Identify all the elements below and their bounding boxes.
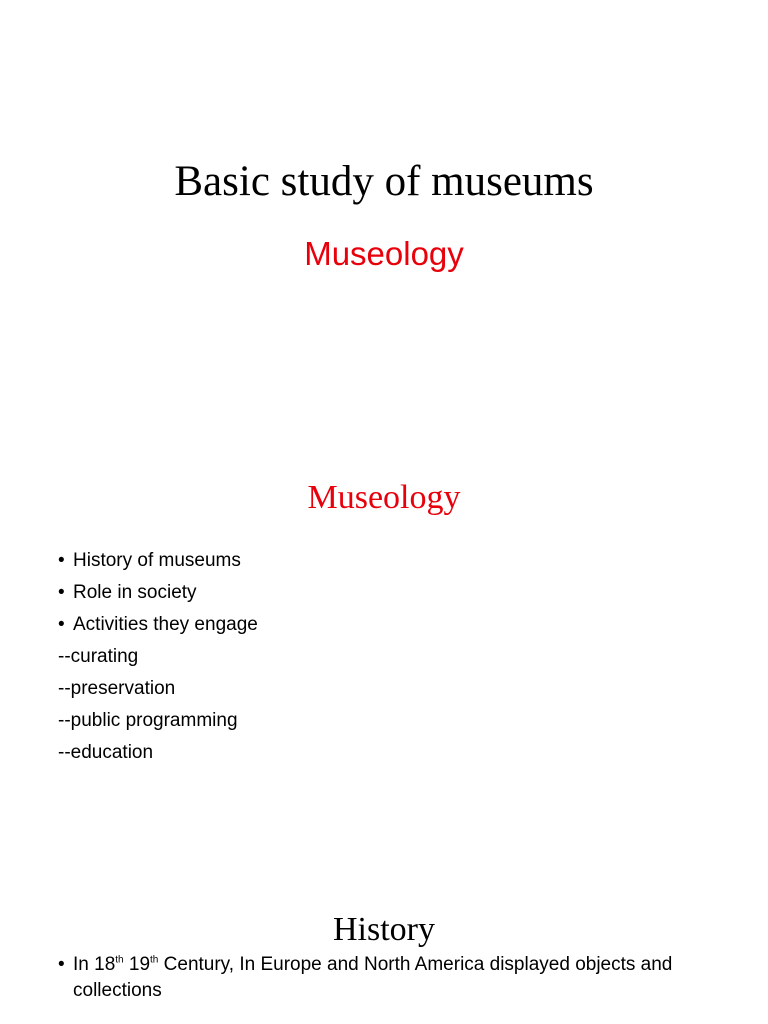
bullet-icon: • xyxy=(58,614,65,635)
slide-museology xyxy=(0,416,768,800)
bullet-icon: • xyxy=(58,954,65,975)
list-item: • Activities they engage xyxy=(58,609,258,641)
list-item: --curating xyxy=(58,646,139,667)
list-item: --public programming xyxy=(58,710,238,731)
list-item: • Role in society xyxy=(58,577,258,609)
list-item: • History of museums xyxy=(58,545,258,577)
slide-title-heading: Basic study of museums xyxy=(174,158,594,205)
bullet-icon: • xyxy=(58,550,65,571)
slide-history xyxy=(0,880,768,1024)
list-item: --preservation xyxy=(58,678,176,699)
list-item: --education xyxy=(58,742,154,763)
museology-topic-list xyxy=(58,545,258,769)
slide-museology-heading: Museology xyxy=(307,479,461,516)
history-list xyxy=(58,952,698,1004)
slide-title xyxy=(0,0,768,384)
list-item: • In 18th 19th Century, In Europe and North America displayed objects and collections xyxy=(58,954,673,1001)
bullet-icon: • xyxy=(58,582,65,603)
slide-title-subtitle: Museology xyxy=(304,235,464,272)
slide-history-heading: History xyxy=(333,911,435,948)
